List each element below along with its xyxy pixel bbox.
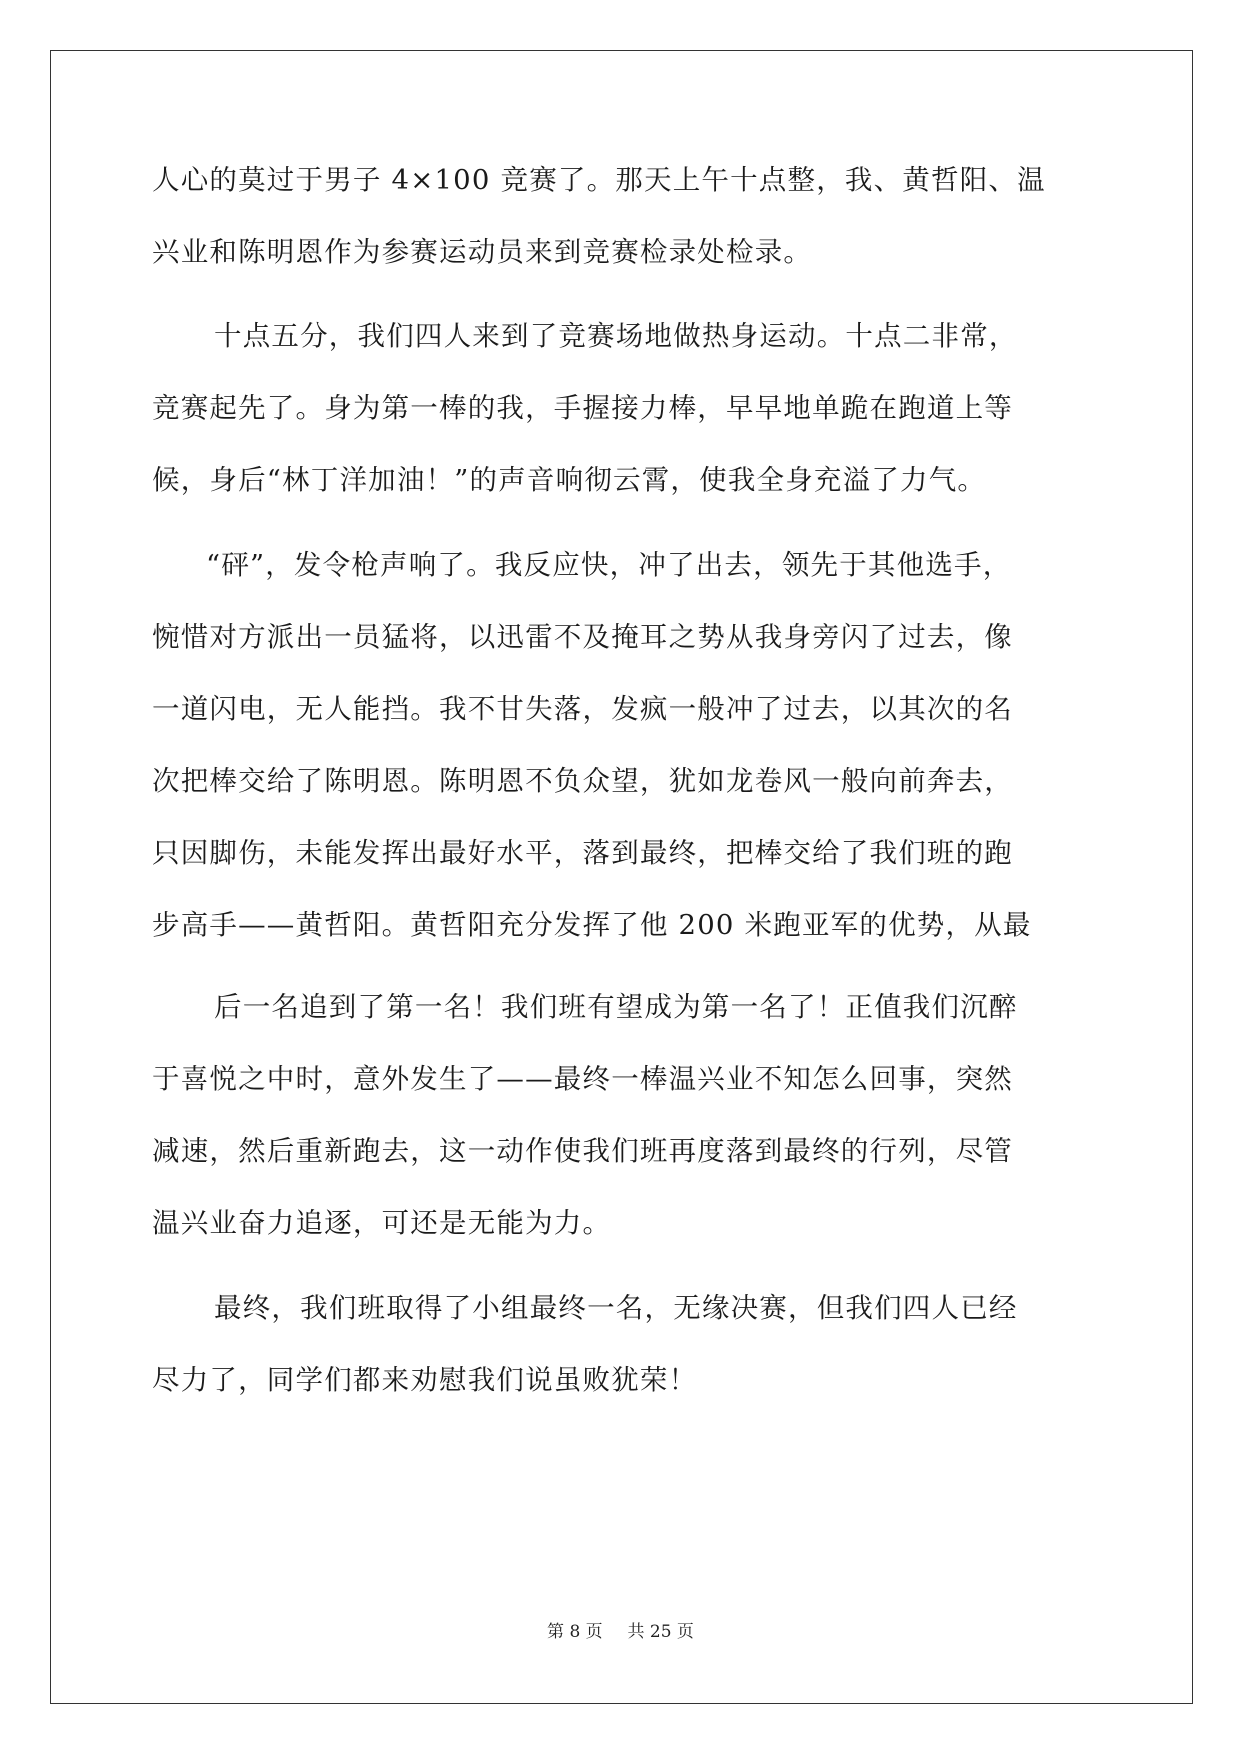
total-pages: 共 25 页	[627, 1622, 694, 1642]
text-line: 温兴业奋力追逐，可还是无能为力。	[152, 1207, 612, 1239]
text-line: 减速，然后重新跑去，这一动作使我们班再度落到最终的行列，尽管	[152, 1135, 1013, 1167]
text-line: 后一名追到了第一名！我们班有望成为第一名了！正值我们沉醉	[214, 991, 1018, 1023]
page-number: 第 8 页	[547, 1622, 603, 1642]
text-line: 竞赛起先了。身为第一棒的我，手握接力棒，早早地单跪在跑道上等	[152, 392, 1013, 424]
text-line: “砰”，发令枪声响了。我反应快，冲了出去，领先于其他选手，	[206, 549, 1012, 581]
text-line: 于喜悦之中时，意外发生了——最终一棒温兴业不知怎么回事，突然	[152, 1063, 1013, 1095]
text-line: 兴业和陈明恩作为参赛运动员来到竞赛检录处检录。	[152, 236, 813, 268]
page-border	[50, 50, 1193, 1704]
text-line: 惋惜对方派出一员猛将，以迅雷不及掩耳之势从我身旁闪了过去，像	[152, 621, 1013, 653]
text-line: 只因脚伤，未能发挥出最好水平，落到最终，把棒交给了我们班的跑	[152, 837, 1013, 869]
text-line: 候，身后“林丁洋加油！”的声音响彻云霄，使我全身充溢了力气。	[152, 464, 987, 496]
text-line: 一道闪电，无人能挡。我不甘失落，发疯一般冲了过去，以其次的名	[152, 693, 1013, 725]
page-footer	[0, 1617, 1241, 1642]
text-line: 人心的莫过于男子 4×100 竞赛了。那天上午十点整，我、黄哲阳、温	[152, 164, 1046, 196]
text-line: 尽力了，同学们都来劝慰我们说虽败犹荣！	[152, 1364, 698, 1396]
text-line: 步高手——黄哲阳。黄哲阳充分发挥了他 200 米跑亚军的优势，从最	[152, 909, 1032, 941]
text-line: 十点五分，我们四人来到了竞赛场地做热身运动。十点二非常，	[214, 320, 1018, 352]
text-line: 最终，我们班取得了小组最终一名，无缘决赛，但我们四人已经	[214, 1292, 1018, 1324]
text-line: 次把棒交给了陈明恩。陈明恩不负众望，犹如龙卷风一般向前奔去，	[152, 765, 1013, 797]
